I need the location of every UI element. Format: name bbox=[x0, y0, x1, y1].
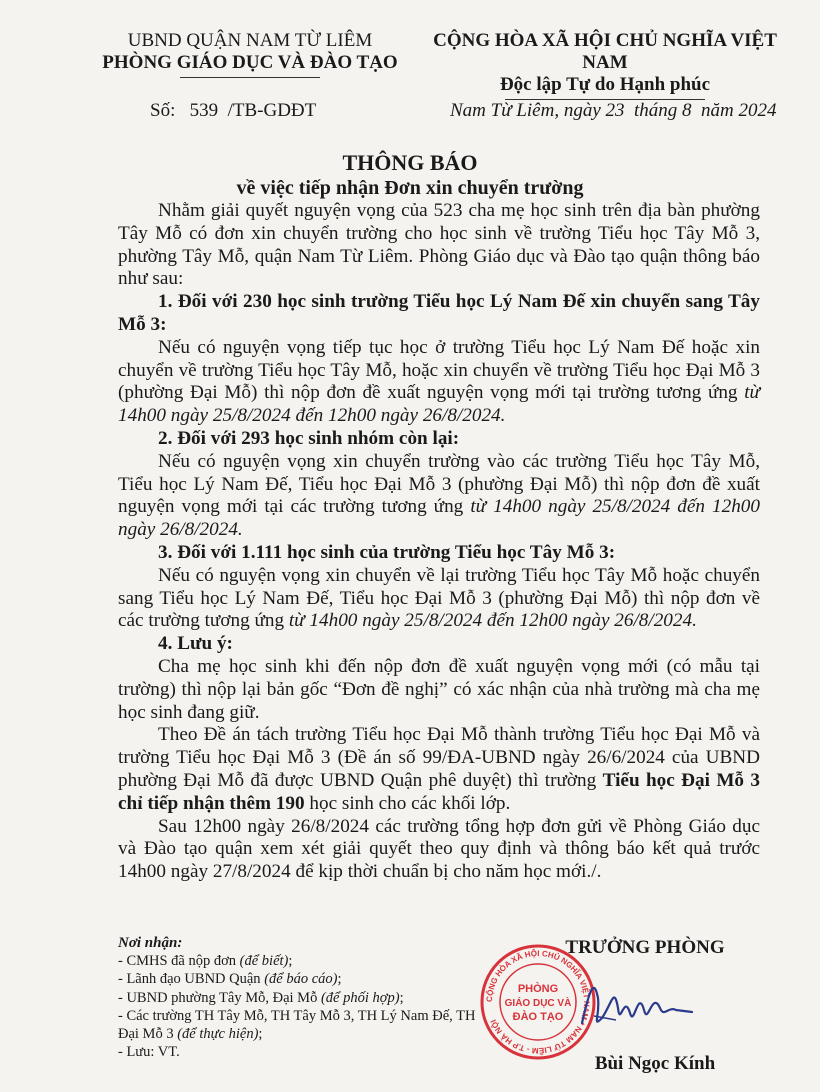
place-and-date: Nam Từ Liêm, ngày 23 tháng 8 năm 2024 bbox=[450, 100, 777, 121]
note-paragraph-2: Theo Đề án tách trường Tiểu học Đại Mỗ thành trường Tiểu học Đại Mỗ và trường Tiểu học Đại Mỗ 3 (Đề án số 99/ĐA-UBND ngày 26/6/2024 của UBND phường Đại Mỗ đã được UBND Quận phê duyệt) thì trường Tiểu học Đại Mỗ 3 chỉ tiếp nhận thêm 190 học sinh cho các khối lớp. bbox=[118, 724, 761, 814]
svg-text:ĐÀO TẠO: ĐÀO TẠO bbox=[512, 1011, 564, 1023]
svg-text:PHÒNG: PHÒNG bbox=[517, 983, 559, 995]
section-3-time: từ 14h00 ngày 25/8/2024 đến 12h00 ngày 26/8/2024. bbox=[288, 610, 697, 632]
section-1-text: Nếu có nguyện vọng tiếp tục học ở trường Tiểu học Lý Nam Đế hoặc xin chuyển về trường Tiểu học Tây Mỗ, hoặc xin chuyển về trường Tiểu học Đại Mỗ 3 (phường Đại Mỗ) thì nộp đơn đề xuất nguyện vọng mới tại trường tương ứng từ 14h00 ngày 25/8/2024 đến 12h00 ngày 26/8/2024. bbox=[118, 336, 760, 427]
section-3-text: Nếu có nguyện vọng xin chuyển về lại trường Tiểu học Tây Mỗ hoặc chuyển sang Tiểu học Lý Nam Đế, Tiểu học Đại Mỗ 3 (phường Đại Mỗ) thì nộp đơn về các trường tương ứng từ 14h00 ngày 25/8/2024 đến 12h00 ngày 26/8/2024. bbox=[118, 564, 760, 632]
document-title: THÔNG BÁO bbox=[342, 150, 478, 175]
section-2-heading: 2. Đối với 293 học sinh nhóm còn lại: bbox=[158, 427, 460, 449]
recipient-item: - UBND phường Tây Mỗ, Đại Mỗ (để phối hợp); bbox=[118, 989, 404, 1006]
document-body bbox=[118, 200, 760, 884]
section-1-heading: 1. Đối với 230 học sinh trường Tiểu học Lý Nam Đế xin chuyển sang Tây Mỗ 3: bbox=[118, 291, 760, 335]
capacity-highlight: Tiểu học Đại Mỗ 3 chỉ tiếp nhận thêm 190 bbox=[118, 769, 761, 814]
issuing-agency-header bbox=[100, 30, 400, 78]
document-subtitle: về việc tiếp nhận Đơn xin chuyển trường bbox=[236, 177, 584, 199]
department-name: PHÒNG GIÁO DỤC VÀ ĐÀO TẠO bbox=[102, 52, 398, 73]
header-underline bbox=[180, 77, 320, 78]
intro-paragraph: Nhằm giải quyết nguyện vọng của 523 cha mẹ học sinh trên địa bàn phường Tây Mỗ có đơn xin chuyển trường cho học sinh về trường Tiểu học Tây Mỗ 3, phường Tây Mỗ, quận Nam Từ Liêm. Phòng Giáo dục và Đào tạo quận thông báo như sau: bbox=[118, 200, 760, 290]
handwritten-signature-icon bbox=[572, 968, 702, 1043]
signer-name: Bùi Ngọc Kính bbox=[594, 1053, 716, 1074]
note-paragraph-3: Sau 12h00 ngày 26/8/2024 các trường tổng hợp đơn gửi về Phòng Giáo dục và Đào tạo quận xem xét giải quyết theo quy định và thông báo kết quả trước 14h00 ngày 27/8/2024 để kịp thời chuẩn bị cho năm học mới./. bbox=[118, 815, 760, 883]
svg-text:CỘNG HÒA XÃ HỘI CHỦ NGHĨA VIỆT: CỘNG HÒA XÃ HỘI CHỦ NGHĨA VIỆT NAM * NAM TỪ LIÊM - T.P HÀ NỘI bbox=[484, 948, 592, 1056]
document-number: Số: 539 /TB-GDĐT bbox=[150, 100, 317, 121]
national-motto: Độc lập Tự do Hạnh phúc bbox=[499, 74, 711, 95]
district-committee-name: UBND QUẬN NAM TỪ LIÊM bbox=[127, 30, 373, 51]
section-1-time: từ 14h00 ngày 25/8/2024 đến 12h00 ngày 26/8/2024. bbox=[118, 382, 760, 427]
recipients-block bbox=[118, 934, 478, 1061]
note-paragraph-1: Cha mẹ học sinh khi đến nộp đơn đề xuất nguyện vọng mới (có mẫu tại trường) thì nộp lại bản gốc “Đơn đề nghị” có xác nhận của nhà trường mà cha mẹ học sinh đang giữ. bbox=[118, 655, 760, 723]
recipient-item: - Các trường TH Tây Mỗ, TH Tây Mỗ 3, TH Lý Nam Đế, TH Đại Mỗ 3 (để thực hiện); bbox=[118, 1007, 476, 1043]
national-header bbox=[410, 30, 800, 100]
section-3-heading: 3. Đối với 1.111 học sinh của trường Tiểu học Tây Mỗ 3: bbox=[158, 541, 616, 563]
recipient-item: - Lưu: VT. bbox=[118, 1044, 180, 1061]
country-name: CỘNG HÒA XÃ HỘI CHỦ NGHĨA VIỆT NAM bbox=[433, 30, 777, 73]
section-2-time: từ 14h00 ngày 25/8/2024 đến 12h00 ngày 26/8/2024. bbox=[118, 496, 760, 541]
section-4-heading: 4. Lưu ý: bbox=[158, 633, 233, 655]
signer-title: TRƯỞNG PHÒNG bbox=[565, 937, 725, 958]
svg-text:GIÁO DỤC VÀ: GIÁO DỤC VÀ bbox=[504, 998, 572, 1009]
recipients-label: Nơi nhận: bbox=[118, 935, 183, 951]
recipient-item: - CMHS đã nộp đơn (để biết); bbox=[118, 953, 293, 970]
recipient-item: - Lãnh đạo UBND Quận (để báo cáo); bbox=[118, 971, 342, 988]
section-2-text: Nếu có nguyện vọng xin chuyển trường vào các trường Tiểu học Tây Mỗ, Tiểu học Lý Nam Đế, Tiểu học Đại Mỗ 3 (phường Đại Mỗ) thì nộp đơn đề xuất nguyện vọng mới tại các trường tương ứng từ 14h00 ngày 25/8/2024 đến 12h00 ngày 26/8/2024. bbox=[118, 450, 760, 541]
